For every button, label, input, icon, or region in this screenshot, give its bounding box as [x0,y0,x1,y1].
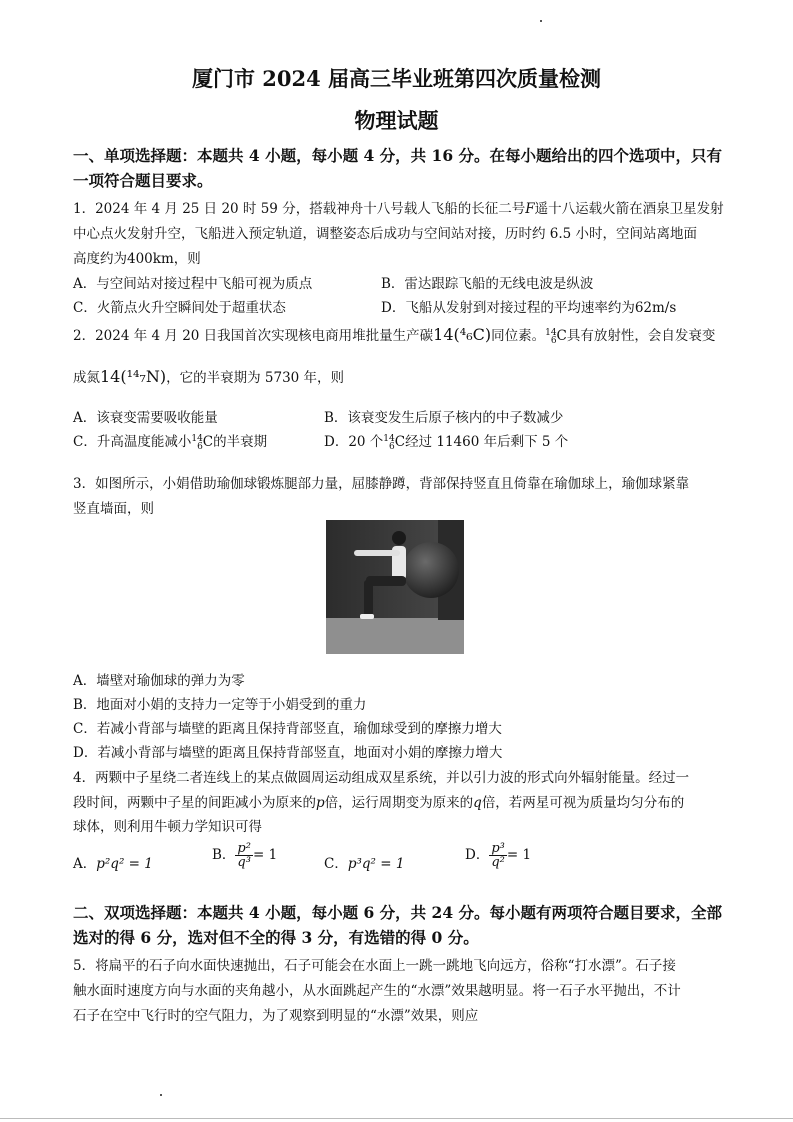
section2-heading-line1: 二、双项选择题：本题共 4 小题，每小题 6 分，共 24 分。每小题有两项符合题目要求，全部 [73,903,723,922]
q2-line1-text-a: 2．2024 年 4 月 20 日我国首次实现核电商用堆批量生产碳 [73,328,434,344]
q2-option-c-nuclide [191,435,202,451]
q3-line2: 竖直墙面，则 [73,501,154,517]
q5-line1: 5．将扁平的石子向水面快速抛出，石子可能会在水面上一跳一跳地飞向远方，俗称“打水漂”。石子接 [73,958,676,974]
q4-line2-text-a: 段时间，两颗中子星的间距减小为原来的 [73,795,316,811]
q4-option-d-label: D． [465,847,490,863]
q1-line1 [73,197,724,217]
q2-mass-number: 14 [545,327,557,338]
q4-option-b-denominator: q³ [237,855,251,870]
q4-option-a-formula: p²q² = 1 [96,856,153,872]
yoga-ball-photo [326,520,464,654]
q3-option-d: D．若减小背部与墙壁的距离且保持背部竖直，地面对小娟的摩擦力增大 [73,745,503,761]
q4-option-b-label: B． [212,847,236,863]
q2-line2-text-b: ，它的半衰期为 5730 年，则 [166,370,345,386]
q2-nitrogen-isotope: 14(¹⁴₇N) [100,367,167,386]
q4-line3: 球体，则利用牛顿力学知识可得 [73,819,262,835]
q4-var-q: q [473,795,482,811]
q4-option-d-fraction [489,842,507,869]
q4-option-a-label: A． [73,856,97,872]
q2-option-d-mass: 14 [383,433,395,444]
q1-line3: 高度约为400km，则 [73,251,201,267]
q4-line2 [73,791,684,811]
q4-option-c [324,852,404,872]
section1-heading-line2: 一项符合题目要求。 [73,171,213,190]
q4-option-b-fraction [235,842,253,869]
q4-option-a [73,852,153,872]
q2-option-d-text-a: D．20 个 [324,434,384,450]
q4-line2-text-c: 倍，若两星可视为质量均匀分布的 [481,795,685,811]
scan-dot [540,20,542,22]
q2-option-b: B．该衰变发生后原子核内的中子数减少 [324,410,564,426]
q5-line2: 触水面时速度方向与水面的夹角越小，从水面跳起产生的“水漂”效果越明显。将一石子水平抛出，不计 [73,983,681,999]
q1-line1-text-b: 遥十八运载火箭在酒泉卫星发射 [534,201,724,217]
exam-title: 厦门市 2024 届高三毕业班第四次质量检测 [191,66,602,91]
q4-option-d [465,842,531,869]
q1-option-b: B．雷达跟踪飞船的无线电波是纵波 [381,276,594,292]
q2-carbon-isotope: 14(⁴₆C) [433,325,492,344]
q4-option-b-rhs: = 1 [252,847,278,863]
q4-option-b-numerator: p² [237,841,251,856]
section1-heading [73,143,723,193]
q4-option-c-formula: p³q² = 1 [347,856,405,872]
q3-option-b: B．地面对小娟的支持力一定等于小娟受到的重力 [73,697,367,713]
photo-floor [326,618,464,654]
q3-option-a: A．墙壁对瑜伽球的弹力为零 [73,673,245,689]
q4-option-d-rhs: = 1 [506,847,532,863]
q2-line2-text-a: 成氮 [73,370,100,386]
section2-heading-line2: 选对的得 6 分，选对但不全的得 3 分，有选错的得 0 分。 [73,928,479,947]
q1-rocket-variant: F [525,201,535,217]
q2-option-c-atomic: 6 [197,441,203,452]
q1-option-d: D．飞船从发射到对接过程的平均速率约为62m/s [381,300,677,316]
q2-option-d [324,430,568,451]
q1-option-c: C．火箭点火升空瞬间处于超重状态 [73,300,286,316]
q4-option-c-label: C． [324,856,348,872]
q4-line1: 4．两颗中子星绕二者连线上的某点做圆周运动组成双星系统，并以引力波的形式向外辐射能量。经过一 [73,770,690,786]
q2-option-d-nuclide [383,435,394,451]
scan-dot-bottom [160,1094,162,1096]
exam-subtitle: 物理试题 [354,108,439,133]
q5-line3: 石子在空中飞行时的空气阻力，为了观察到明显的“水漂”效果，则应 [73,1008,479,1024]
q4-option-d-denominator: q² [491,855,505,870]
q4-option-b [212,842,277,869]
q2-line1-text-b: 同位素。 [491,328,546,344]
yoga-ball [403,542,459,598]
q1-option-a: A．与空间站对接过程中飞船可视为质点 [73,276,313,292]
q2-option-c-mass: 14 [191,433,203,444]
q1-line2: 中心点火发射升空，飞船进入预定轨道，调整姿态后成功与空间站对接，历时约 6.5 小时，空间站离地面 [73,226,698,242]
q2-option-d-text-b: C经过 11460 年后剩下 5 个 [394,434,569,450]
q2-option-c-text-b: C的半衰期 [202,434,268,450]
page-bottom-rule [0,1118,793,1119]
q2-option-a: A．该衰变需要吸收能量 [73,410,218,426]
section2-heading [73,900,723,950]
q3-line1: 3．如图所示，小娟借助瑜伽球锻炼腿部力量，屈膝静蹲，背部保持竖直且倚靠在瑜伽球上，瑜伽球紧靠 [73,476,690,492]
q2-line1-text-c: C具有放射性，会自发衰变 [556,328,716,344]
q4-line2-text-b: 倍，运行周期变为原来的 [324,795,474,811]
q4-option-d-numerator: p³ [491,841,505,856]
q2-option-c-text-a: C．升高温度能减小 [73,434,192,450]
q2-option-c [73,430,267,451]
q2-option-d-atomic: 6 [389,441,395,452]
q2-nuclide-symbol [545,329,556,345]
q3-option-c: C．若减小背部与墙壁的距离且保持背部竖直，瑜伽球受到的摩擦力增大 [73,721,502,737]
section1-heading-line1: 一、单项选择题：本题共 4 小题，每小题 4 分，共 16 分。在每小题给出的四个选项中，只有 [73,146,723,165]
q2-line1 [73,324,715,345]
q2-line2 [73,366,344,386]
q1-line1-text-a: 1．2024 年 4 月 25 日 20 时 59 分，搭载神舟十八号载人飞船的长征二号 [73,201,526,217]
q2-atomic-number: 6 [550,335,557,346]
q4-var-p: p [316,795,325,811]
